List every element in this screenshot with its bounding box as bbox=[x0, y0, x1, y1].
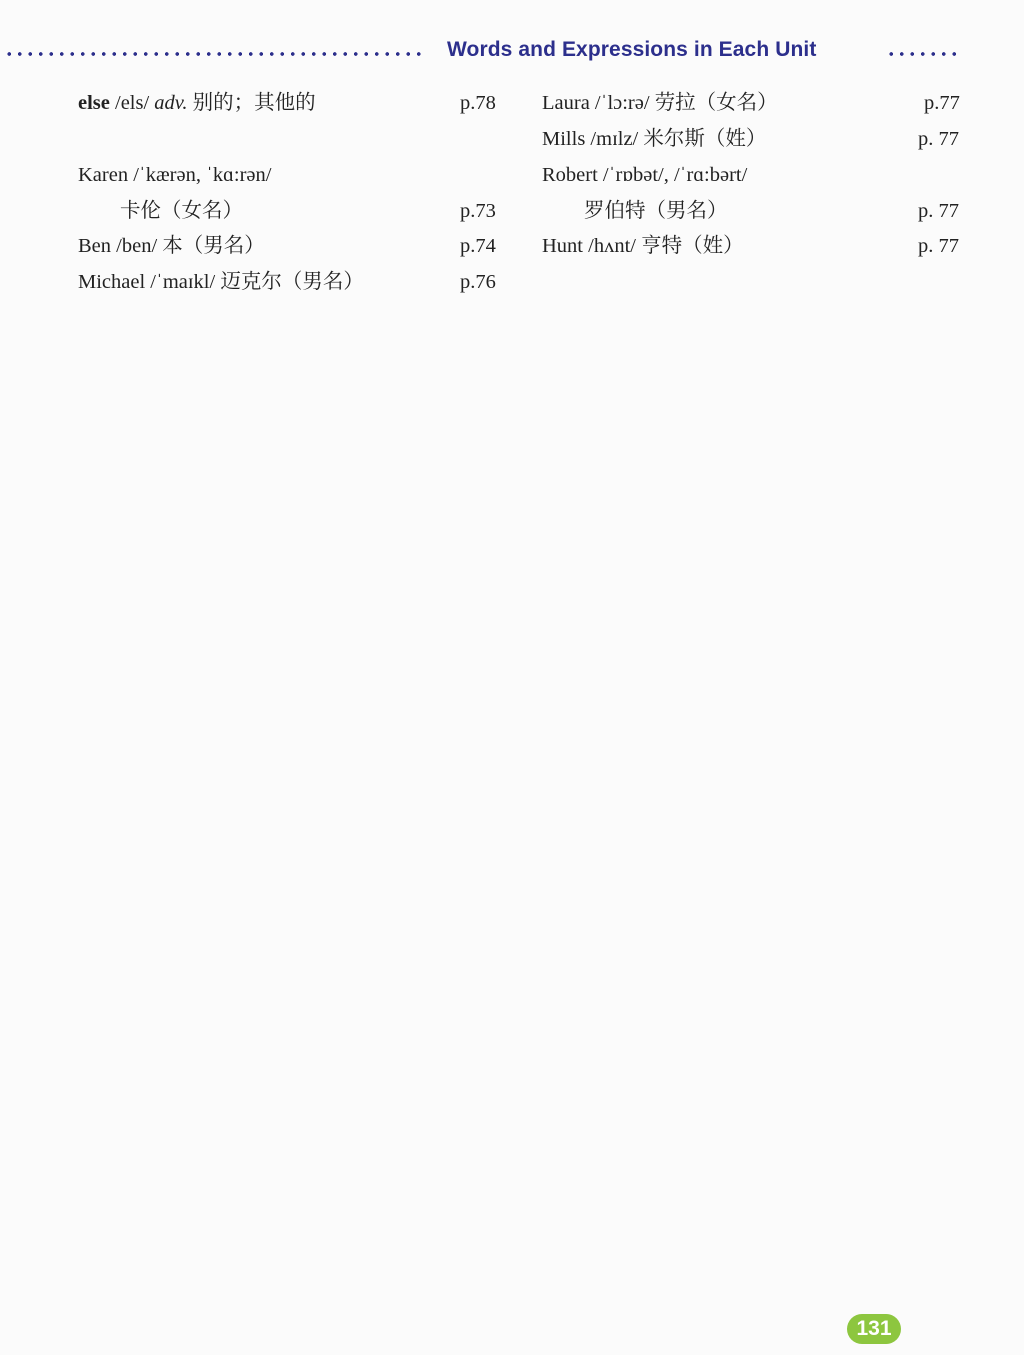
entry-page-ref: p.76 bbox=[460, 271, 496, 293]
dotted-rule-right bbox=[886, 52, 958, 56]
entry-meaning: 本（男名） bbox=[162, 235, 265, 257]
vocab-entry-karen-meaning bbox=[120, 198, 243, 224]
entry-part-of-speech: adv. bbox=[154, 92, 188, 114]
vocab-entry-ben bbox=[78, 233, 265, 259]
entry-page-ref: p.77 bbox=[924, 92, 960, 114]
entry-phonetic: /els/ bbox=[109, 92, 155, 114]
dotted-rule-left bbox=[4, 52, 424, 56]
vocab-entry-robert-meaning bbox=[584, 198, 728, 224]
entry-page-ref: p. 77 bbox=[918, 235, 959, 257]
entry-phonetic: /ben/ bbox=[111, 235, 163, 257]
entry-word: Robert bbox=[542, 164, 598, 186]
vocab-entry-robert bbox=[542, 162, 747, 188]
entry-word: Michael bbox=[78, 271, 146, 293]
vocab-entry-hunt bbox=[542, 233, 744, 259]
entry-page-ref: p.74 bbox=[460, 235, 496, 257]
entry-phonetic: /ˈkærən, ˈkɑ:rən/ bbox=[128, 164, 272, 186]
entry-word: Mills bbox=[542, 128, 586, 150]
entry-phonetic: /ˈrɒbət/, /ˈrɑ:bərt/ bbox=[597, 164, 748, 186]
entry-phonetic: /hʌnt/ bbox=[583, 235, 642, 257]
entry-meaning: 劳拉（女名） bbox=[654, 92, 778, 114]
entry-page-ref: p. 77 bbox=[918, 200, 959, 222]
entry-page-ref: p. 77 bbox=[918, 128, 959, 150]
entry-meaning: 别的；其他的 bbox=[187, 92, 316, 114]
entry-meaning: 迈克尔（男名） bbox=[220, 271, 364, 293]
entry-phonetic: /ˈlɔ:rə/ bbox=[589, 92, 655, 114]
vocab-entry-michael bbox=[78, 269, 364, 295]
vocab-entry-mills bbox=[542, 126, 766, 152]
page-header bbox=[0, 36, 1024, 72]
entry-meaning: 亨特（姓） bbox=[641, 235, 744, 257]
entry-phonetic: /mɪlz/ bbox=[585, 128, 644, 150]
entry-word: Ben bbox=[78, 235, 112, 257]
entry-phonetic: /ˈmaɪkl/ bbox=[145, 271, 221, 293]
entry-meaning: 米尔斯（姓） bbox=[643, 128, 767, 150]
entry-word: Laura bbox=[542, 92, 590, 114]
entry-page-ref: p.78 bbox=[460, 92, 496, 114]
page-number-badge: 131 bbox=[847, 1314, 901, 1344]
vocab-entry-else bbox=[78, 90, 316, 116]
entry-word: Hunt bbox=[542, 235, 583, 257]
vocab-entry-laura bbox=[542, 90, 778, 116]
entry-word: else bbox=[78, 92, 110, 114]
vocab-entry-karen bbox=[78, 162, 271, 188]
entry-page-ref: p.73 bbox=[460, 200, 496, 222]
header-title: Words and Expressions in Each Unit bbox=[447, 38, 817, 61]
entry-word: Karen bbox=[78, 164, 129, 186]
entry-meaning: 罗伯特（男名） bbox=[584, 200, 728, 222]
entry-meaning: 卡伦（女名） bbox=[120, 200, 243, 222]
